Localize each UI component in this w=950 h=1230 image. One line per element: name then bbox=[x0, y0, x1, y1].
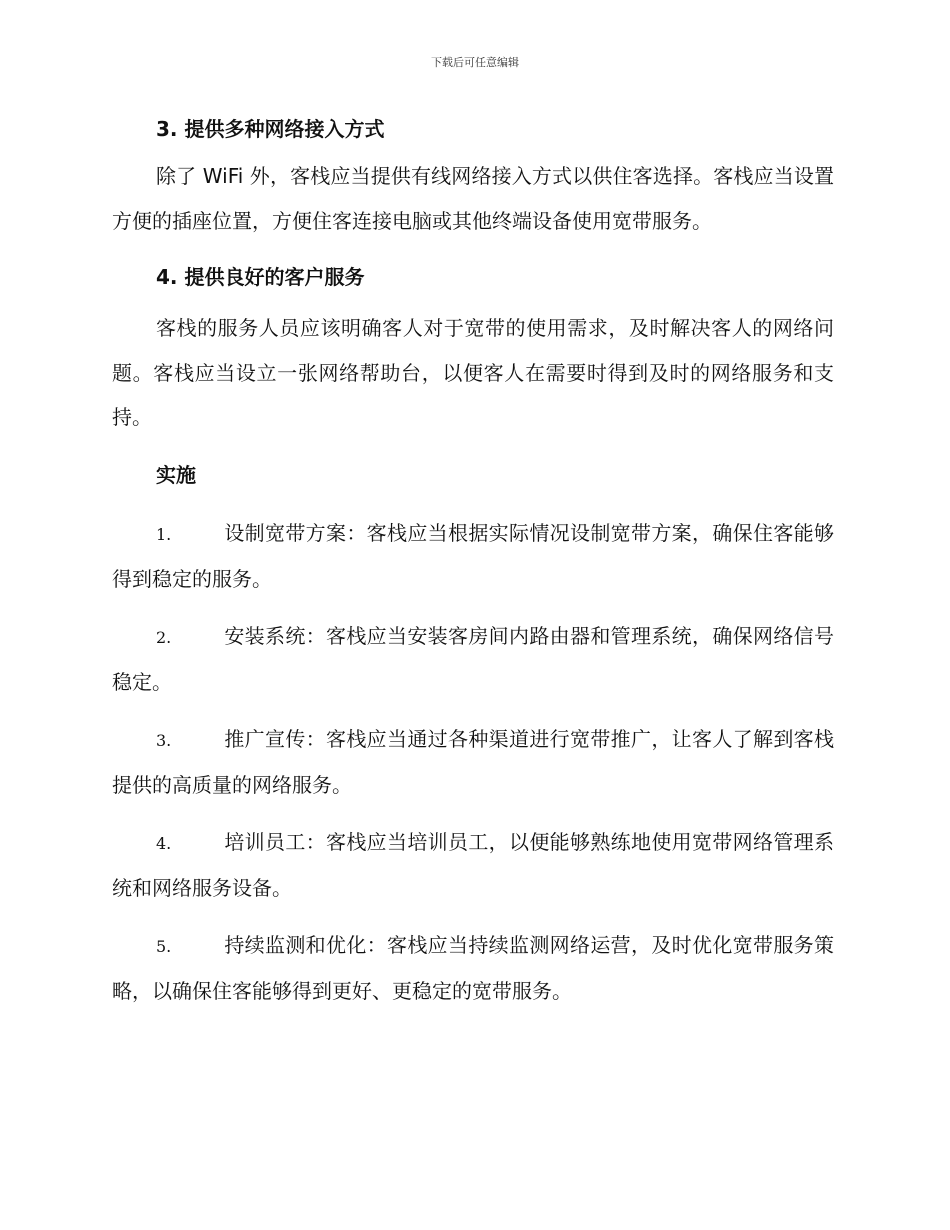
list-item-text: 设制宽带方案：客栈应当根据实际情况设制宽带方案，确保住客能够得到稳定的服务。 bbox=[112, 520, 834, 591]
section-heading-3: 3. 提供多种网络接入方式 bbox=[156, 117, 385, 141]
document-body bbox=[112, 108, 834, 1014]
page-header: 下载后可任意编辑 bbox=[431, 56, 519, 69]
list-item-number: 2. bbox=[156, 627, 172, 647]
list-item-number: 4. bbox=[156, 833, 172, 853]
list-item bbox=[112, 717, 834, 808]
list-item-text: 安装系统：客栈应当安装客房间内路由器和管理系统，确保网络信号稳定。 bbox=[112, 623, 834, 694]
section-heading-4: 4. 提供良好的客户服务 bbox=[156, 265, 365, 289]
list-item-number: 5. bbox=[156, 936, 172, 956]
section-paragraph-3: 除了 WiFi 外，客栈应当提供有线网络接入方式以供住客选择。客栈应当设置方便的插座位置，方便住客连接电脑或其他终端设备使用宽带服务。 bbox=[112, 164, 834, 233]
section-paragraph-4: 客栈的服务人员应该明确客人对于宽带的使用需求，及时解决客人的网络问题。客栈应当设立一张网络帮助台，以便客人在需要时得到及时的网络服务和支持。 bbox=[112, 316, 834, 429]
list-item-text: 持续监测和优化：客栈应当持续监测网络运营，及时优化宽带服务策略，以确保住客能够得到更好、更稳定的宽带服务。 bbox=[112, 932, 834, 1003]
list-item bbox=[112, 820, 834, 911]
list-item-number: 1. bbox=[156, 524, 172, 544]
list-item-text: 推广宣传：客栈应当通过各种渠道进行宽带推广，让客人了解到客栈提供的高质量的网络服务。 bbox=[112, 726, 834, 797]
list-item bbox=[112, 923, 834, 1014]
list-item-number: 3. bbox=[156, 730, 172, 750]
list-item bbox=[112, 614, 834, 705]
list-item-text: 培训员工：客栈应当培训员工，以便能够熟练地使用宽带网络管理系统和网络服务设备。 bbox=[112, 829, 834, 900]
section-heading-implementation: 实施 bbox=[156, 462, 196, 487]
list-item bbox=[112, 511, 834, 602]
